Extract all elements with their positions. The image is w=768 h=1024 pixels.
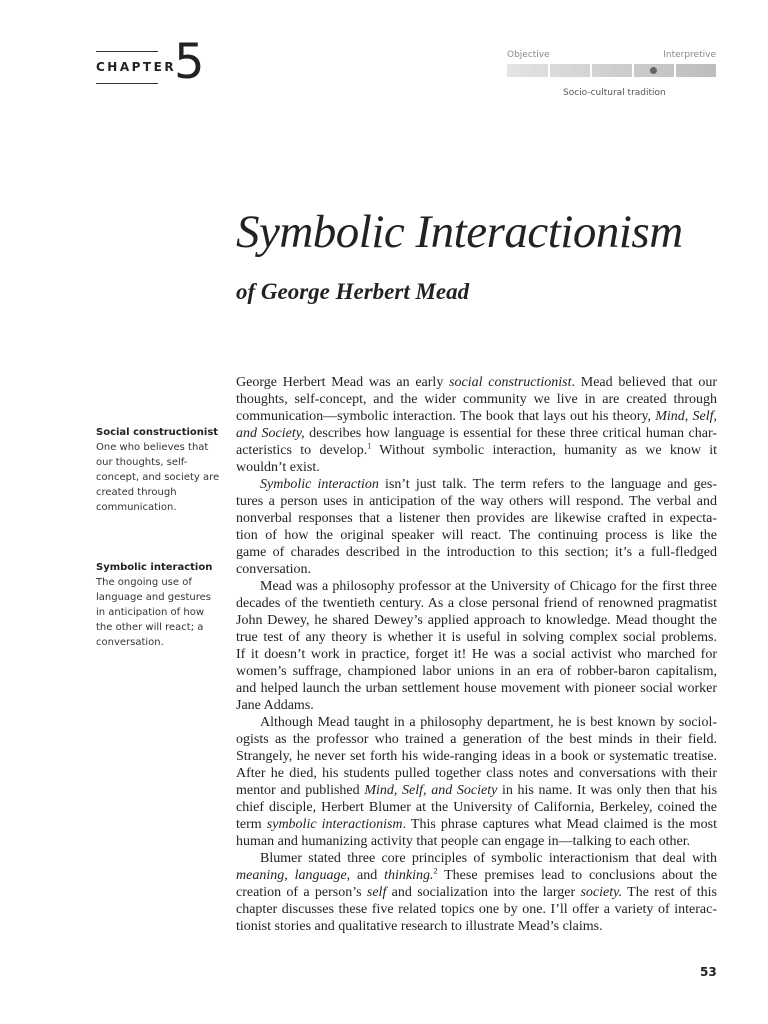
- text-line: chief disciple, Herbert Blumer at the University of California, Berkeley, coined the: [236, 800, 717, 815]
- glossary-definition: One who believes that our thoughts, self-concept, and society are created through communication.: [96, 442, 220, 513]
- glossary-entry: [96, 425, 220, 515]
- scale-divider: [548, 64, 550, 77]
- chapter-rule-bottom: [96, 83, 158, 84]
- scale-divider: [590, 64, 592, 77]
- page-number: 53: [700, 965, 717, 979]
- book-title: and Society,: [236, 426, 305, 441]
- text-line: Mead was a philosophy professor at the University of Chicago for the first three: [260, 579, 717, 594]
- text-line: tion of how the original speaker will react. The continuing process is like the: [236, 528, 717, 543]
- text-line: meaning, language, and thinking.$^2$ These premises lead to conclusions about the: [236, 866, 717, 883]
- text-line: Jane Addams.: [236, 698, 314, 713]
- chapter-number: 5: [174, 34, 205, 90]
- text-line: George Herbert Mead was an early social constructionist. Mead believed that our: [236, 375, 717, 390]
- text-line: wouldn’t exist.: [236, 460, 320, 475]
- text-line: John Dewey, he shared Dewey’s applied approach to knowledge. Mead thought the: [236, 613, 717, 628]
- text-line: and Society, describes how language is essential for these three critical human char-: [236, 426, 717, 441]
- glossary-definition: The ongoing use of language and gestures in anticipation of how the other will react; a conversation.: [96, 577, 211, 648]
- text-line: women’s suffrage, championed labor unions in an era of robber-baron capitalism,: [236, 664, 717, 679]
- text-line: chapter discusses these five related topics one by one. I’ll offer a variety of interac-: [236, 902, 717, 917]
- chapter-subtitle: of George Herbert Mead: [236, 279, 470, 304]
- glossary-link: Symbolic interaction: [260, 477, 379, 492]
- text-line: mentor and published Mind, Self, and Society in his name. It was only then that his: [236, 783, 718, 798]
- text-line: tionist stories and qualitative research to illustrate Mead’s claims.: [236, 919, 603, 934]
- footnote-ref: 2: [433, 866, 438, 876]
- text-line: communication—symbolic interaction. The book that lays out his theory, Mind, Self,: [236, 409, 717, 424]
- book-title: Mind, Self, and Society: [364, 783, 498, 798]
- text-line: conversation.: [236, 562, 312, 577]
- chapter-rule-top: [96, 51, 158, 52]
- text-line: creation of a person’s self and socialization into the larger society. The rest of this: [236, 885, 717, 900]
- term-emphasis: symbolic interactionism: [266, 817, 403, 832]
- glossary-term: Symbolic interaction: [96, 562, 213, 573]
- tradition-label: Socio-cultural tradition: [563, 88, 666, 98]
- glossary-term: Social constructionist: [96, 427, 219, 438]
- scale-divider: [674, 64, 676, 77]
- book-title: Mind, Self,: [655, 409, 717, 424]
- text-line: decades of the twentieth century. As a close personal friend of renowned pragmatist: [236, 596, 717, 611]
- scale-right-label: Interpretive: [663, 50, 716, 60]
- text-line: human and humanizing activity that people can engage in—talking to each other.: [236, 834, 691, 849]
- text-line: acteristics to develop.$^1$ Without symbolic interaction, humanity as we know it: [236, 441, 717, 458]
- text-line: true test of any theory is whether it is useful in solving complex social problems.: [236, 630, 717, 645]
- text-line: and helped launch the urban settlement house movement with pioneer social worker: [236, 681, 717, 696]
- chapter-label: CHAPTER: [96, 60, 177, 74]
- text-line: Symbolic interaction isn’t just talk. The term refers to the language and ges-: [260, 477, 717, 492]
- text-line: thoughts, self-concept, and the wider community we live in are created through: [236, 392, 717, 407]
- text-line: term symbolic interactionism. This phrase captures what Mead claimed is the most: [236, 817, 718, 832]
- chapter-title: Symbolic Interactionism: [236, 206, 683, 258]
- text-line: tures a person uses in anticipation of the way others will respond. The verbal and: [236, 494, 717, 509]
- text-line: game of charades described in the introduction to this section; it’s a full-fledged: [236, 545, 717, 560]
- text-line: After he died, his students pulled together class notes and conversations with their: [236, 766, 717, 781]
- text-line: Strangely, he never set forth his wide-ranging ideas in a book or systematic treatise.: [236, 749, 717, 764]
- scale-left-label: Objective: [507, 50, 550, 60]
- scale-divider: [632, 64, 634, 77]
- scale-bar: [507, 64, 716, 77]
- text-line: If it doesn’t work in practice, forget it! He was a social activist who marched for: [236, 647, 717, 662]
- text-line: Blumer stated three core principles of symbolic interactionism that deal with: [260, 851, 717, 866]
- glossary-entry: [96, 560, 220, 650]
- glossary-link: social constructionist: [449, 375, 572, 390]
- scale-position-marker: [650, 67, 657, 74]
- text-line: ogists as the professor who trained a generation of the best minds in their field.: [236, 732, 717, 747]
- footnote-ref: 1: [367, 441, 372, 451]
- body-text: [236, 374, 717, 935]
- text-line: Although Mead taught in a philosophy department, he is best known by sociol-: [260, 715, 717, 730]
- text-line: nonverbal responses that a listener then provides are likewise crafted in expecta-: [236, 511, 717, 526]
